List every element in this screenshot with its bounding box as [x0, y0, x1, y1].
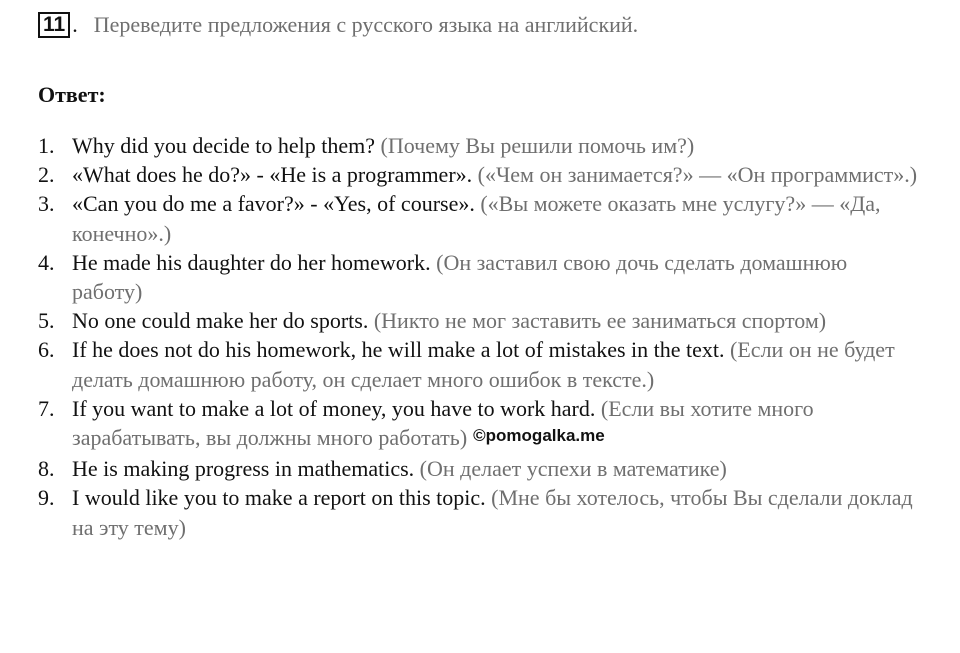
answer-number: 9.	[38, 485, 55, 511]
answer-number: 1.	[38, 133, 55, 158]
answer-english: He made his daughter do her homework.	[72, 249, 431, 275]
answer-item-7	[38, 394, 918, 454]
answer-item-5	[38, 306, 918, 335]
answer-english: Why did you decide to help them?	[72, 133, 376, 158]
answer-number: 3.	[38, 191, 55, 217]
answer-item-3	[38, 189, 918, 247]
answer-item-8	[38, 454, 918, 483]
answer-number: 8.	[38, 456, 55, 482]
answer-number: 5.	[38, 308, 55, 334]
answer-number: 7.	[38, 395, 55, 421]
answer-item-9	[38, 483, 918, 541]
answer-item-4	[38, 248, 918, 306]
answer-russian: (Никто не мог заставить ее заниматься спортом)	[373, 308, 827, 334]
answer-english: If you want to make a lot of money, you have to work hard.	[72, 395, 596, 421]
answer-item-2	[38, 160, 918, 189]
answer-english: «What does he do?» - «He is a programmer».	[72, 162, 473, 188]
answer-number: 2.	[38, 162, 55, 188]
answer-list	[38, 131, 918, 542]
task-number-box: 11	[38, 12, 70, 38]
answer-russian: (Мне бы хотелось, чтобы Вы сделали доклад на эту тему)	[72, 485, 913, 540]
answer-item-6	[38, 335, 918, 393]
answer-english: «Can you do me a favor?» - «Yes, of course».	[72, 191, 475, 217]
answer-russian: (Почему Вы решили помочь им?)	[380, 133, 695, 158]
answer-russian: («Чем он занимается?» — «Он программист».)	[477, 162, 918, 188]
watermark-text: ©pomogalka.me	[473, 426, 605, 446]
task-header	[38, 12, 638, 38]
answer-english: No one could make her do sports.	[72, 308, 369, 334]
answer-item-1	[38, 131, 918, 160]
answer-number: 6.	[38, 337, 55, 363]
answer-russian: (Он заставил свою дочь сделать домашнюю работу)	[72, 249, 848, 305]
answer-english: He is making progress in mathematics.	[72, 456, 415, 482]
task-instruction: Переведите предложения с русского языка на английский.	[93, 12, 639, 37]
task-number-dot: .	[72, 12, 78, 37]
answer-russian: (Если он не будет делать домашнюю работу, он сделает много ошибок в тексте.)	[72, 337, 895, 392]
answer-english: If he does not do his homework, he will make a lot of mistakes in the text.	[72, 337, 725, 363]
answer-russian: (Если вы хотите много зарабатывать, вы должны много работать)	[72, 395, 814, 451]
answer-label: Ответ:	[38, 82, 106, 107]
answer-russian: (Он делает успехи в математике)	[419, 456, 727, 482]
answer-number: 4.	[38, 249, 55, 275]
answer-russian: («Вы можете оказать мне услугу?» — «Да, конечно».)	[72, 191, 881, 246]
answer-english: I would like you to make a report on this topic.	[72, 485, 486, 511]
